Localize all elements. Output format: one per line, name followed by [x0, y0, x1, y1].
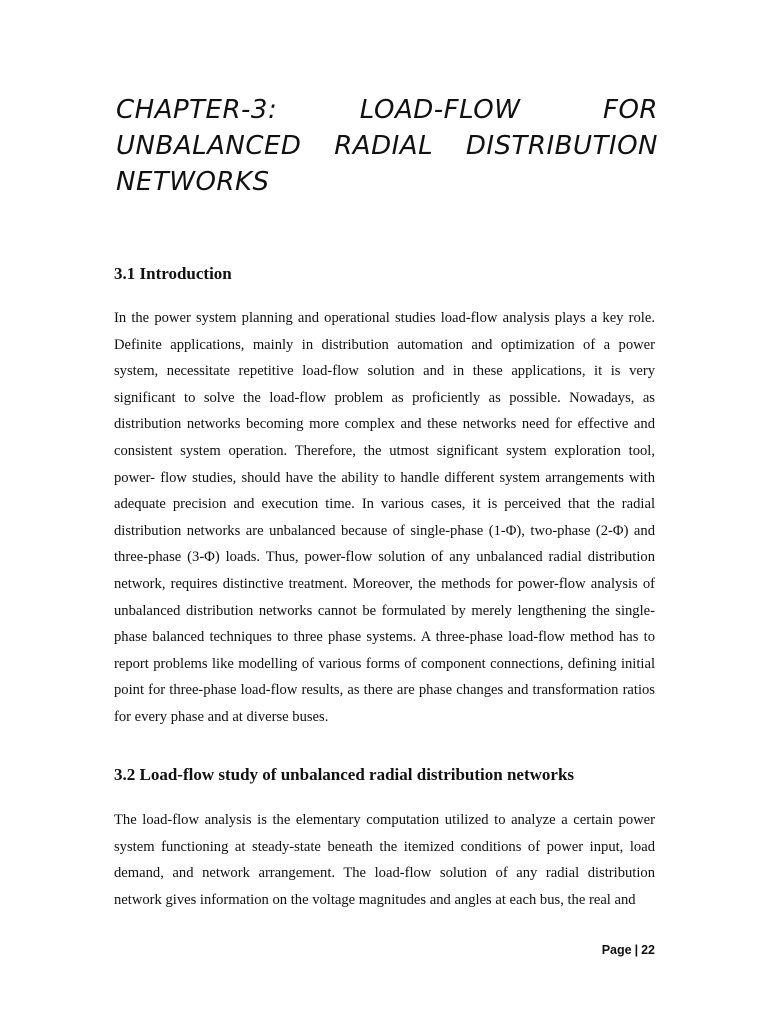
section-heading-load-flow-study: 3.2 Load-flow study of unbalanced radial distribution networks	[114, 765, 575, 784]
page-label: Page	[601, 943, 632, 957]
page-number-footer	[602, 942, 655, 958]
load-flow-study-paragraph: The load-flow analysis is the elementary computation utilized to analyze a certain power system functioning at steady-state beneath the itemized conditions of power input, load demand, and network arrangement. The load-flow solution of any radial distribution network gives information on the voltage magnitudes and angles at each bus, the real and	[114, 812, 655, 908]
introduction-paragraph: In the power system planning and operational studies load-flow analysis plays a key role. Definite applications, mainly in distribution automation and optimization of a power system, necessitate repetitive load-flow solution and in these applications, it is very significant to solve the load-flow problem as proficiently as possible. Nowadays, as distribution networks becoming more complex and these networks need for effective and consistent system operation. Therefore, the utmost significant system exploration tool, power- flow studies, should have the ability to handle different system arrangements with adequate precision and execution time. In various cases, it is perceived that the radial distribution networks are unbalanced because of single-phase (1-Φ), two-phase (2-Φ) and three-phase (3-Φ) loads. Thus, power-flow solution of any unbalanced radial distribution network, requires distinctive treatment. Moreover, the methods for power-flow analysis of unbalanced distribution networks cannot be formulated by merely lengthening the single-phase balanced techniques to three phase systems. A three-phase load-flow method has to report problems like modelling of various forms of component connections, defining initial point for three-phase load-flow results, as there are phase changes and transformation ratios for every phase and at diverse buses.	[114, 310, 655, 725]
page-number: 22	[641, 943, 655, 957]
chapter-title: CHAPTER-3: LOAD-FLOW FOR UNBALANCED RADIAL DISTRIBUTION NETWORKS	[116, 95, 658, 197]
page-separator: |	[634, 943, 639, 957]
section-heading-introduction: 3.1 Introduction	[114, 264, 232, 283]
